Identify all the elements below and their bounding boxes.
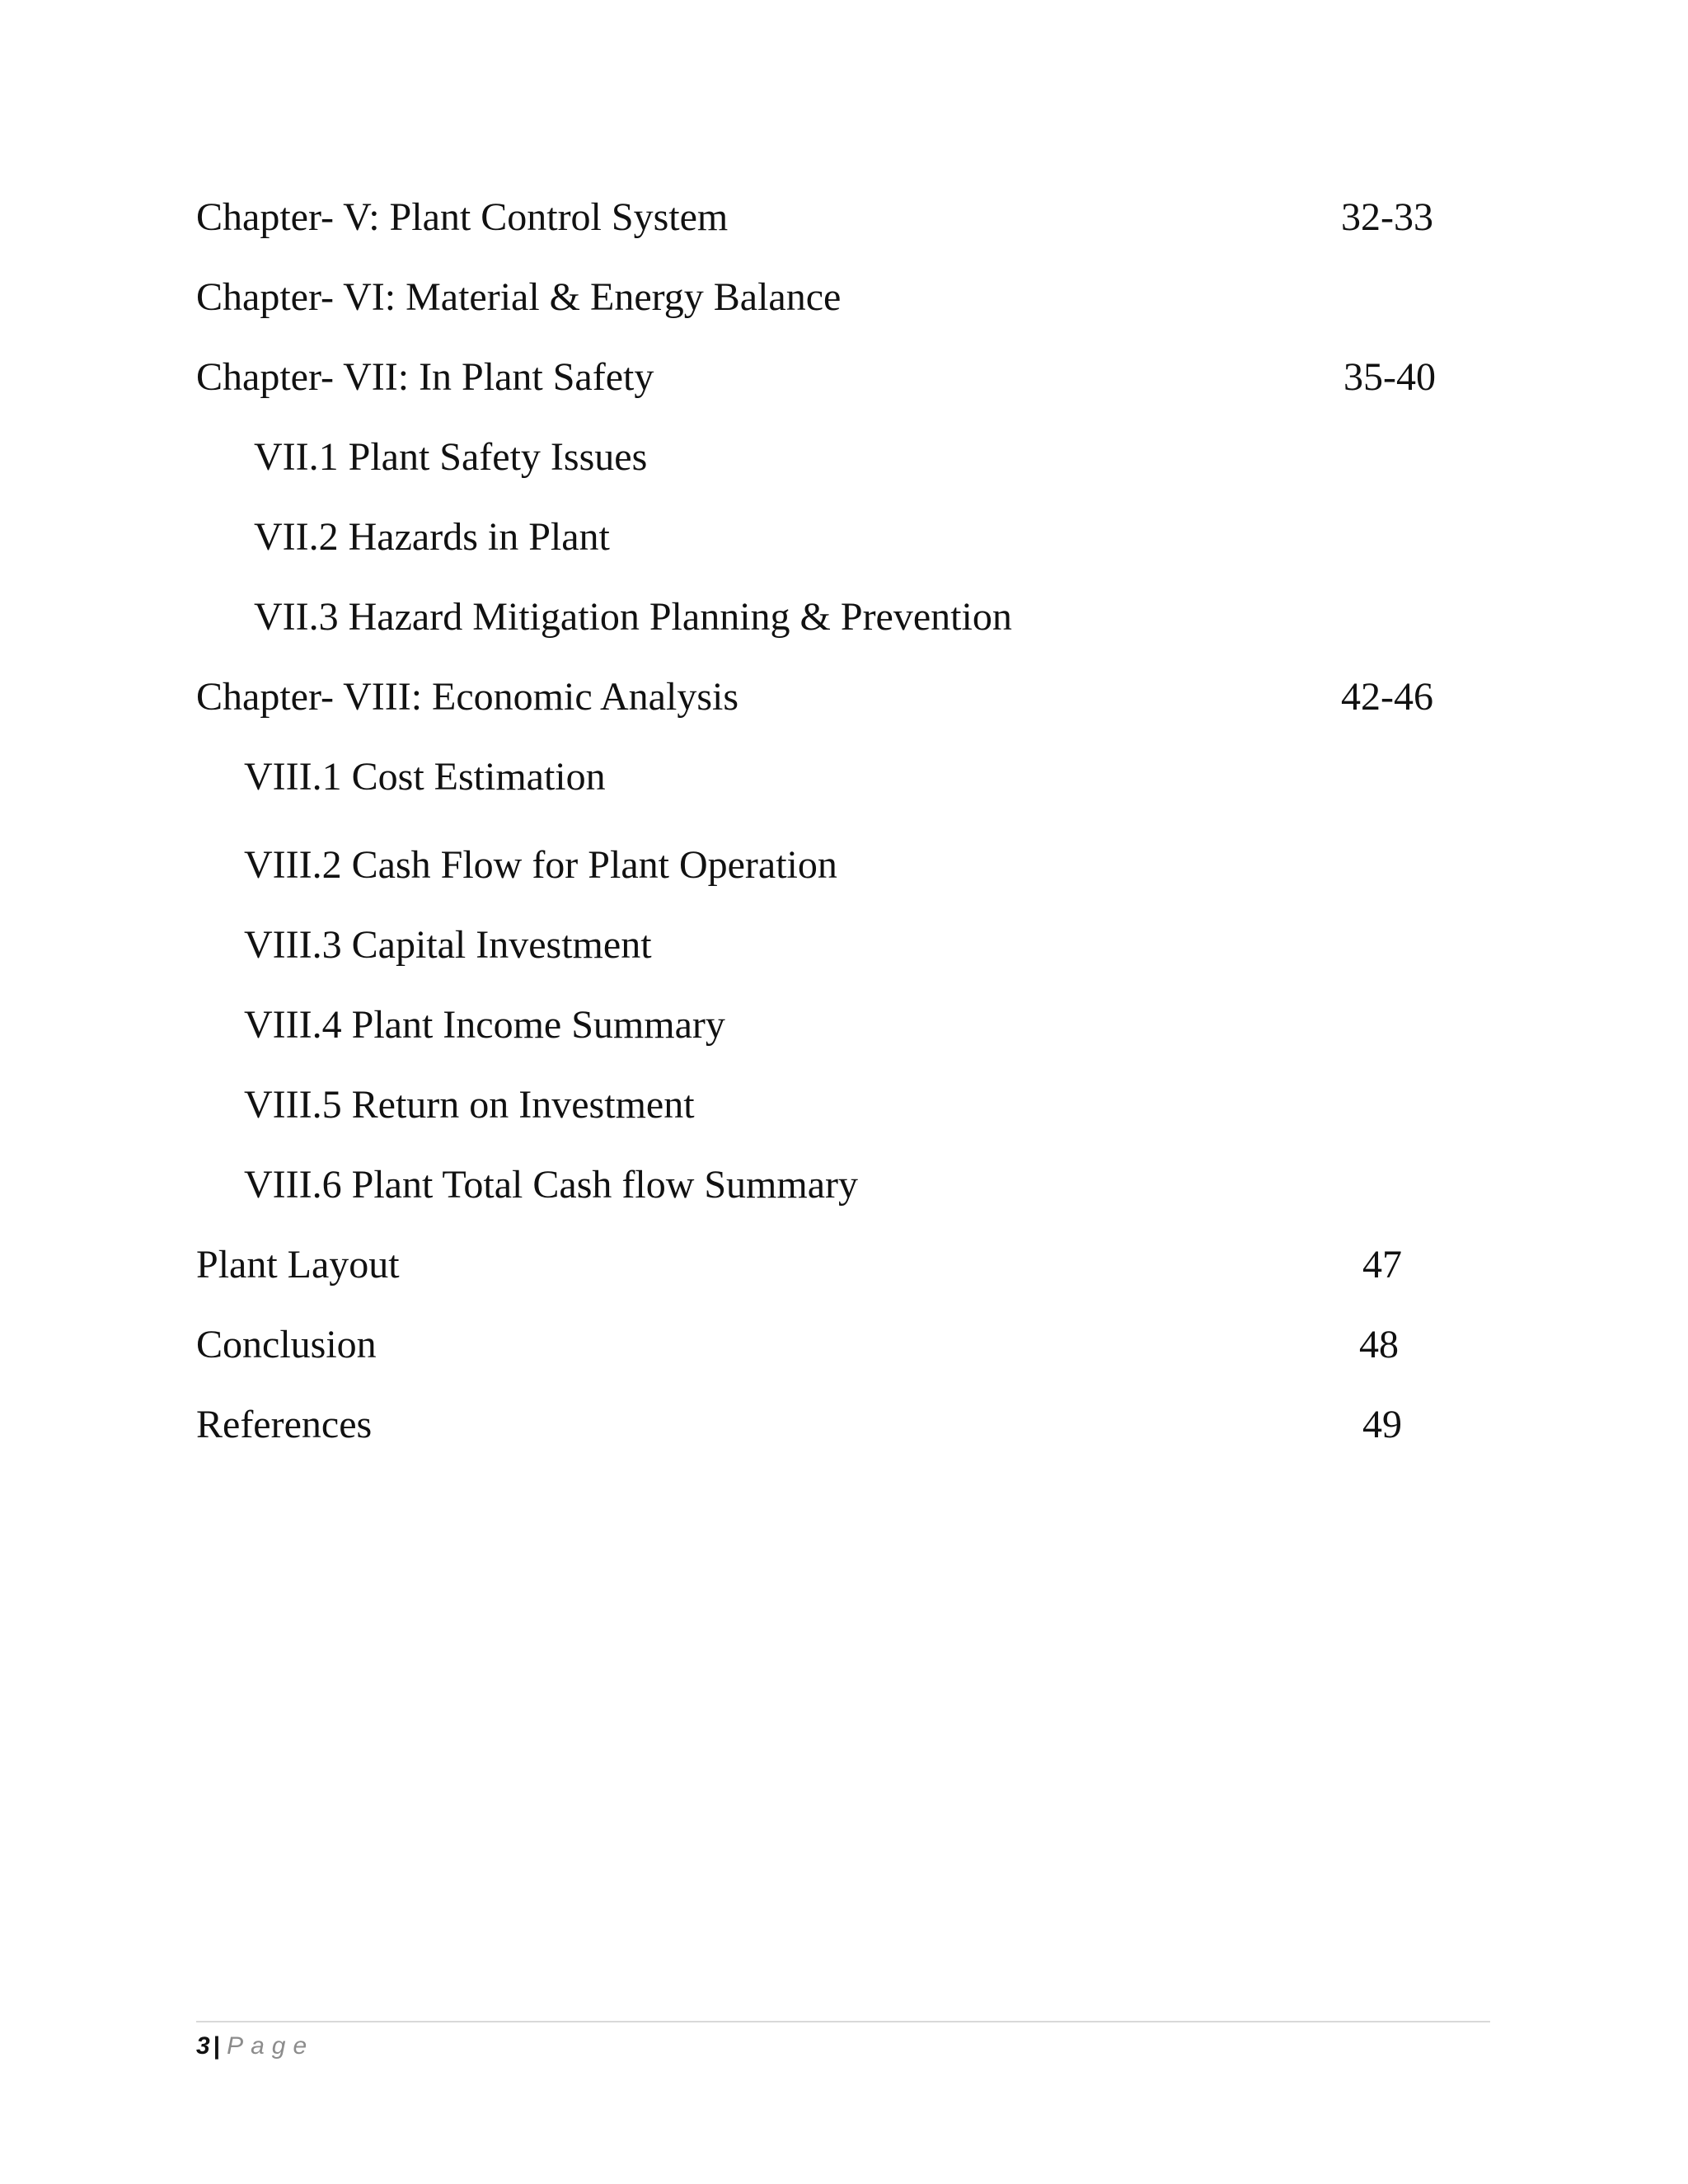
toc-entry-page: 35-40: [1343, 355, 1436, 399]
toc-entry-viii-3: [0, 916, 1688, 974]
toc-entry-page: 42-46: [1341, 675, 1433, 719]
toc-entry-vii-2: [0, 509, 1688, 566]
toc-entry-viii-1: [0, 748, 1688, 806]
toc-entry-page: 32-33: [1341, 195, 1433, 239]
toc-entry-title: VIII.4 Plant Income Summary: [244, 1003, 725, 1047]
toc-entry-chapter-vi: [0, 269, 1688, 326]
toc-entry-title: Plant Layout: [196, 1243, 400, 1286]
toc-entry-page: 47: [1362, 1243, 1402, 1286]
toc-entry-vii-3: [0, 588, 1688, 646]
toc-entry-chapter-viii: [0, 668, 1688, 726]
toc-entry-viii-4: [0, 996, 1688, 1054]
toc-entry-title: Chapter- VIII: Economic Analysis: [196, 675, 739, 719]
toc-entry-viii-5: [0, 1076, 1688, 1134]
toc-entry-plant-layout: [0, 1236, 1688, 1294]
toc-entry-title: VII.2 Hazards in Plant: [254, 515, 610, 559]
page-footer: [196, 2030, 314, 2063]
toc-entry-viii-2: [0, 837, 1688, 894]
toc-entry-title: VII.1 Plant Safety Issues: [254, 435, 648, 479]
toc-entry-title: VIII.1 Cost Estimation: [244, 755, 606, 799]
toc-entry-title: VIII.5 Return on Investment: [244, 1083, 695, 1127]
toc-entry-references: [0, 1396, 1688, 1454]
toc-entry-vii-1: [0, 429, 1688, 486]
toc-entry-title: Chapter- VII: In Plant Safety: [196, 355, 654, 399]
toc-entry-title: VII.3 Hazard Mitigation Planning & Prevention: [254, 595, 1012, 639]
footer-page-number: 3: [196, 2032, 210, 2060]
toc-entry-title: Chapter- VI: Material & Energy Balance: [196, 275, 842, 319]
toc-entry-page: 49: [1362, 1403, 1402, 1446]
toc-entry-title: VIII.2 Cash Flow for Plant Operation: [244, 843, 837, 887]
footer-divider: [196, 2021, 1490, 2022]
footer-page-word: Page: [227, 2032, 315, 2060]
toc-entry-title: References: [196, 1403, 373, 1446]
toc-entry-chapter-v: [0, 189, 1688, 246]
toc-entry-title: Chapter- V: Plant Control System: [196, 195, 729, 239]
toc-entry-viii-6: [0, 1156, 1688, 1214]
toc-entry-conclusion: [0, 1316, 1688, 1374]
toc-entry-chapter-vii: [0, 349, 1688, 406]
toc-entry-page: 48: [1359, 1323, 1399, 1366]
toc-entry-title: Conclusion: [196, 1323, 377, 1366]
toc-entry-title: VIII.6 Plant Total Cash flow Summary: [244, 1163, 859, 1207]
toc-entry-title: VIII.3 Capital Investment: [244, 923, 652, 967]
footer-separator: |: [213, 2032, 221, 2060]
